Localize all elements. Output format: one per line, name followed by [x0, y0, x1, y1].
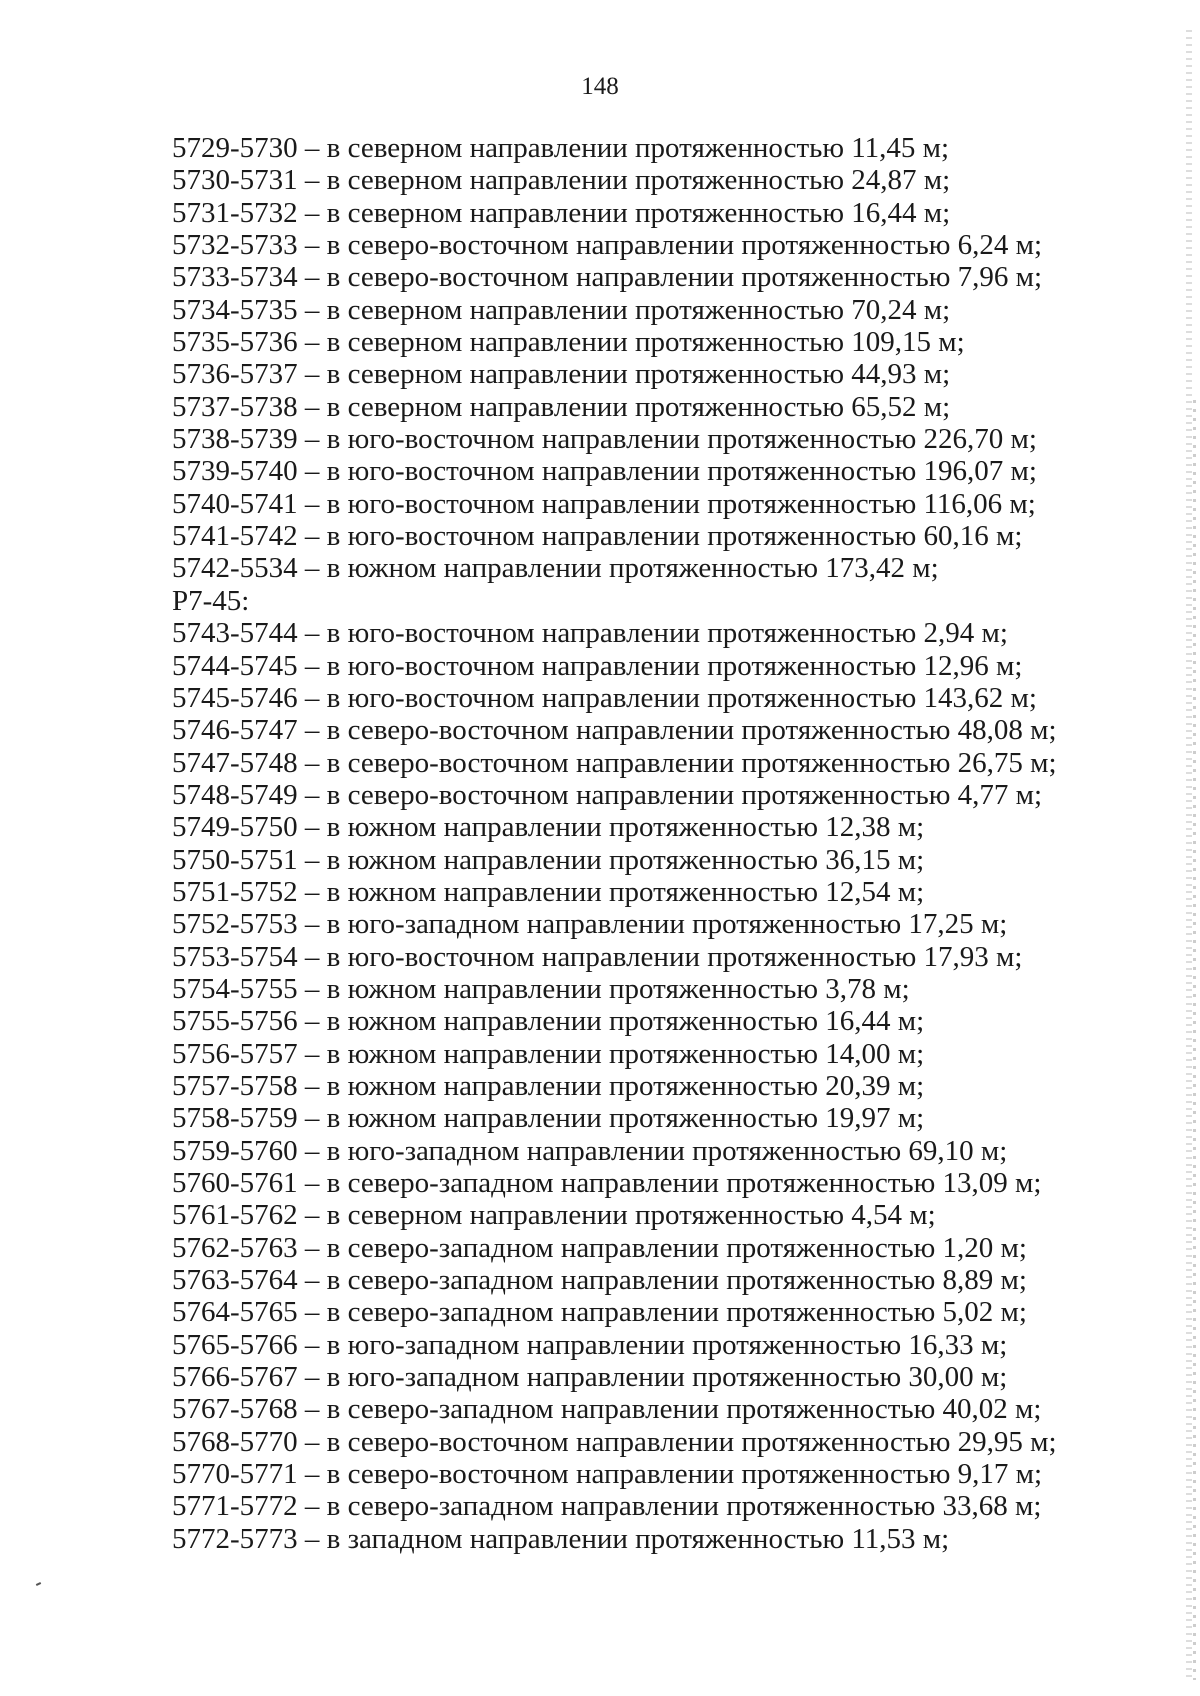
segment-line: 5754-5755 – в южном направлении протяженностью 3,78 м;	[172, 972, 910, 1005]
segment-line: 5733-5734 – в северо-восточном направлении протяженностью 7,96 м;	[172, 261, 1043, 294]
segment-line: 5739-5740 – в юго-восточном направлении протяженностью 196,07 м;	[172, 455, 1037, 488]
segment-line: 5761-5762 – в северном направлении протяженностью 4,54 м;	[172, 1199, 936, 1232]
segment-line: 5744-5745 – в юго-восточном направлении протяженностью 12,96 м;	[172, 649, 1023, 682]
segment-line: 5755-5756 – в южном направлении протяженностью 16,44 м;	[172, 1005, 925, 1038]
segment-line: 5760-5761 – в северо-западном направлении протяженностью 13,09 м;	[172, 1167, 1042, 1199]
segment-list	[172, 132, 1057, 1555]
segment-line: 5734-5735 – в северном направлении протяженностью 70,24 м;	[172, 293, 951, 326]
segment-line: 5757-5758 – в южном направлении протяженностью 20,39 м;	[172, 1069, 925, 1102]
scan-speck	[36, 1582, 41, 1586]
segment-line: 5753-5754 – в юго-восточном направлении протяженностью 17,93 м;	[172, 940, 1023, 973]
segment-line: 5743-5744 – в юго-восточном направлении протяженностью 2,94 м;	[172, 617, 1008, 650]
segment-line: 5742-5534 – в южном направлении протяженностью 173,42 м;	[172, 552, 939, 585]
segment-line: 5735-5736 – в северном направлении протяженностью 109,15 м;	[172, 326, 965, 359]
segment-line: 5759-5760 – в юго-западном направлении протяженностью 69,10 м;	[172, 1134, 1008, 1167]
segment-line: 5737-5738 – в северном направлении протяженностью 65,52 м;	[172, 390, 951, 423]
segment-line: 5768-5770 – в северо-восточном направлении протяженностью 29,95 м;	[172, 1425, 1057, 1458]
segment-line: 5740-5741 – в юго-восточном направлении протяженностью 116,06 м;	[172, 487, 1036, 520]
segment-line: 5771-5772 – в северо-западном направлении протяженностью 33,68 м;	[172, 1490, 1042, 1523]
segment-line: 5756-5757 – в южном направлении протяженностью 14,00 м;	[172, 1037, 925, 1070]
segment-line: 5770-5771 – в северо-восточном направлении протяженностью 9,17 м;	[172, 1458, 1043, 1491]
segment-line: 5738-5739 – в юго-восточном направлении протяженностью 226,70 м;	[172, 423, 1037, 456]
segment-line: 5732-5733 – в северо-восточном направлении протяженностью 6,24 м;	[172, 229, 1043, 262]
segment-line: Р7-45:	[172, 584, 250, 617]
page-number: 148	[581, 73, 619, 100]
segment-line: 5763-5764 – в северо-западном направлении протяженностью 8,89 м;	[172, 1264, 1027, 1297]
segment-line: 5729-5730 – в северном направлении протяженностью 11,45 м;	[172, 132, 950, 164]
segment-line: 5748-5749 – в северо-восточном направлении протяженностью 4,77 м;	[172, 778, 1043, 811]
segment-line: 5745-5746 – в юго-восточном направлении протяженностью 143,62 м;	[172, 681, 1037, 714]
segment-line: 5736-5737 – в северном направлении протяженностью 44,93 м;	[172, 358, 951, 391]
segment-line: 5750-5751 – в южном направлении протяженностью 36,15 м;	[172, 843, 925, 876]
segment-line: 5741-5742 – в юго-восточном направлении протяженностью 60,16 м;	[172, 520, 1023, 553]
segment-line: 5751-5752 – в южном направлении протяженностью 12,54 м;	[172, 875, 925, 908]
segment-line: 5730-5731 – в северном направлении протяженностью 24,87 м;	[172, 164, 951, 197]
segment-line: 5764-5765 – в северо-западном направлении протяженностью 5,02 м;	[172, 1296, 1027, 1329]
segment-line: 5747-5748 – в северо-восточном направлении протяженностью 26,75 м;	[172, 746, 1057, 779]
scan-edge-artifact	[1186, 30, 1192, 1680]
segment-line: 5762-5763 – в северо-западном направлении протяженностью 1,20 м;	[172, 1231, 1027, 1264]
segment-line: 5746-5747 – в северо-восточном направлении протяженностью 48,08 м;	[172, 714, 1057, 747]
scan-edge-artifact-inner	[1193, 400, 1196, 1680]
segment-line: 5765-5766 – в юго-западном направлении протяженностью 16,33 м;	[172, 1328, 1008, 1361]
segment-line: 5749-5750 – в южном направлении протяженностью 12,38 м;	[172, 811, 925, 844]
segment-line: 5752-5753 – в юго-западном направлении протяженностью 17,25 м;	[172, 908, 1008, 941]
segment-line: 5731-5732 – в северном направлении протяженностью 16,44 м;	[172, 196, 951, 229]
segment-line: 5758-5759 – в южном направлении протяженностью 19,97 м;	[172, 1102, 925, 1135]
segment-line: 5766-5767 – в юго-западном направлении протяженностью 30,00 м;	[172, 1361, 1008, 1394]
segment-line: 5772-5773 – в западном направлении протяженностью 11,53 м;	[172, 1522, 950, 1555]
segment-line: 5767-5768 – в северо-западном направлении протяженностью 40,02 м;	[172, 1393, 1042, 1426]
